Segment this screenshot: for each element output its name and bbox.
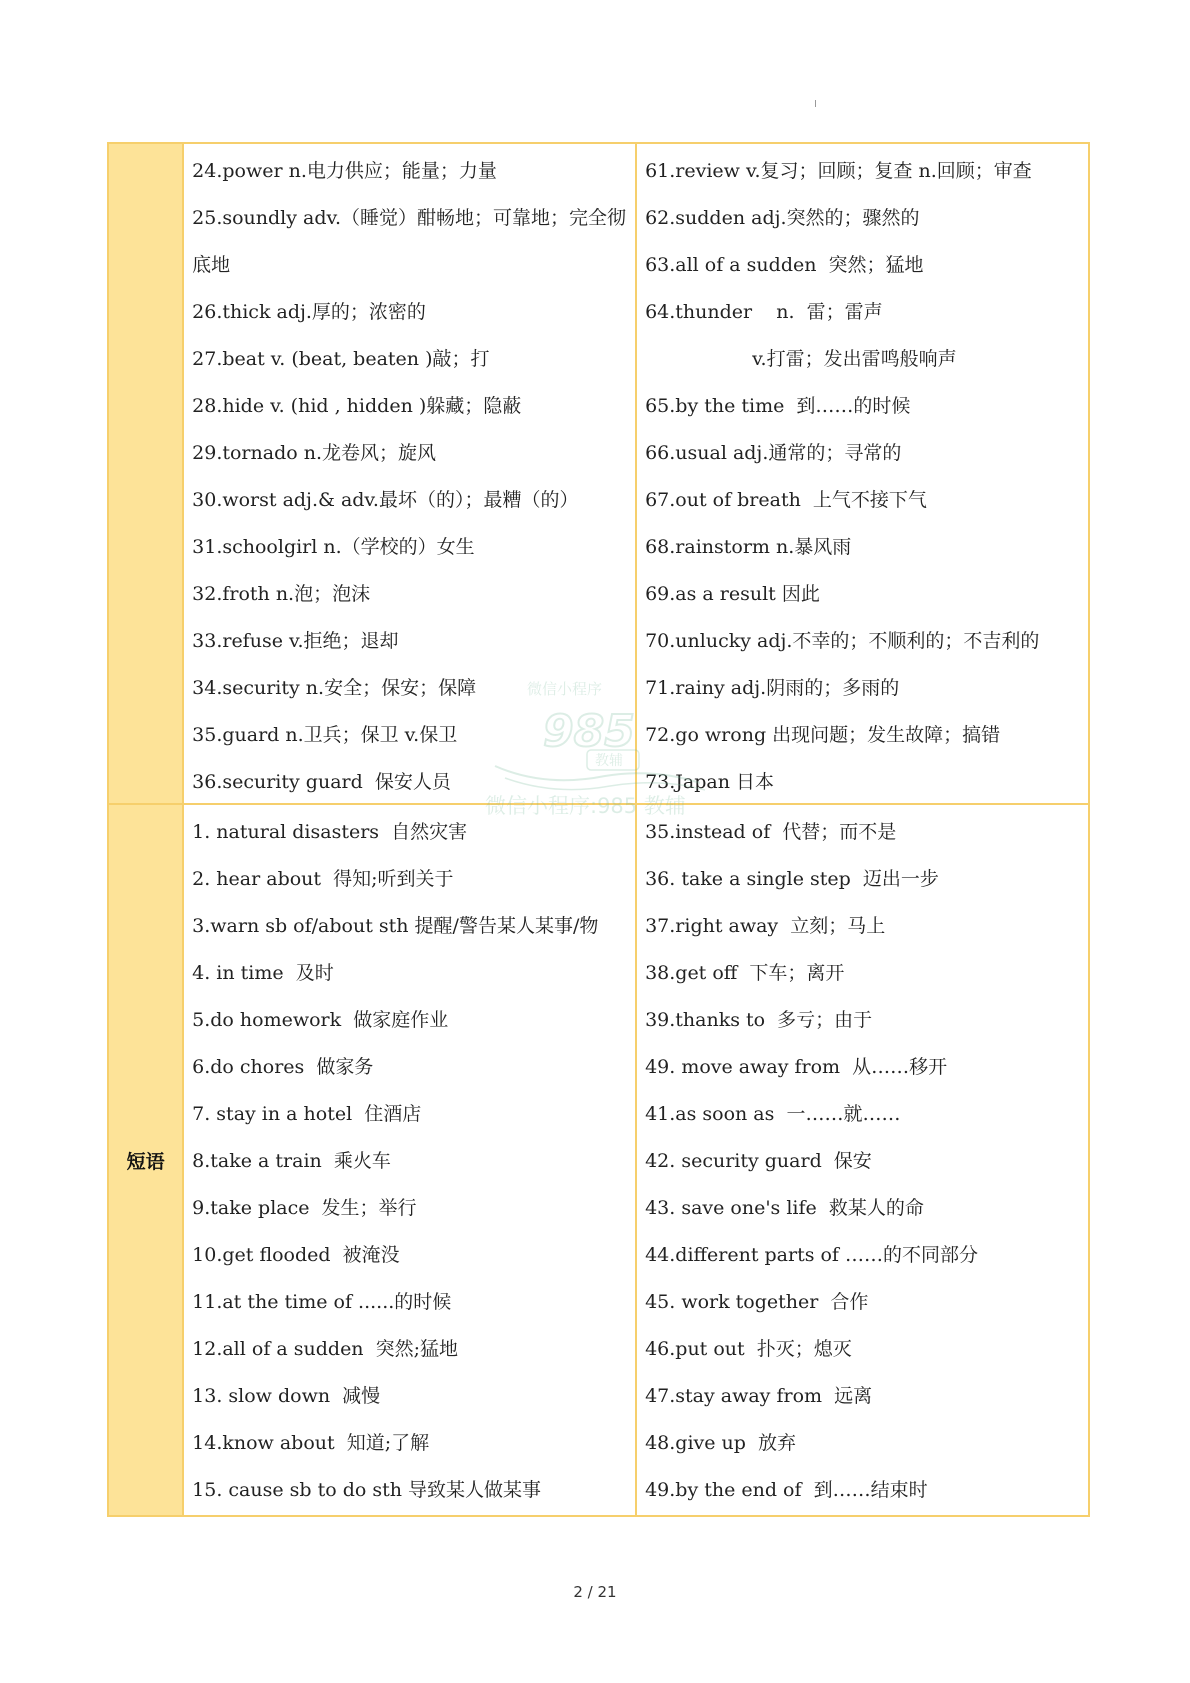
vocabulary-table	[107, 142, 1090, 1517]
phrase-entry: 3.warn sb of/about sth 提醒/警告某人某事/物	[192, 915, 599, 937]
vocab-entry: 72.go wrong 出现问题；发生故障；搞错	[645, 724, 1001, 746]
vocab-section-label	[108, 143, 183, 804]
vocab-entry: 71.rainy adj.阴雨的；多雨的	[645, 677, 900, 699]
phrases-right-column	[636, 804, 1089, 1516]
vocab-entry: 27.beat v. (beat, beaten )敲；打	[192, 348, 490, 370]
vocab-entry: 29.tornado n.龙卷风；旋风	[192, 442, 436, 464]
phrase-entry: 14.know about 知道;了解	[192, 1432, 430, 1454]
vocab-entry: 62.sudden adj.突然的；骤然的	[645, 207, 920, 229]
vocab-entry: 32.froth n.泡；泡沫	[192, 583, 371, 605]
phrase-entry: 4. in time 及时	[192, 962, 334, 984]
vocab-entry: 69.as a result 因此	[645, 583, 820, 605]
phrase-entry: 43. save one's life 救某人的命	[645, 1197, 924, 1219]
watermark-top-text: 微信小程序	[527, 680, 603, 698]
vocab-entry: 61.review v.复习；回顾；复查 n.回顾；审查	[645, 160, 1032, 182]
vocab-entry: 65.by the time 到……的时候	[645, 395, 911, 417]
phrase-entry: 7. stay in a hotel 住酒店	[192, 1103, 422, 1125]
phrase-entry: 35.instead of 代替；而不是	[645, 821, 897, 843]
watermark-bottom-text: 微信小程序:985 教辅	[485, 794, 686, 818]
phrase-entry: 47.stay away from 远离	[645, 1385, 873, 1407]
header-mark	[815, 100, 816, 107]
vocab-entry: 30.worst adj.& adv.最坏（的）；最糟（的）	[192, 489, 579, 511]
phrase-entry: 49. move away from 从……移开	[645, 1056, 948, 1078]
phrase-entry: 41.as soon as 一……就……	[645, 1103, 901, 1125]
vocab-entry: 68.rainstorm n.暴风雨	[645, 536, 852, 558]
vocab-entry: 25.soundly adv.（睡觉）酣畅地；可靠地；完全彻底地	[192, 207, 627, 276]
phrase-entry: 45. work together 合作	[645, 1291, 869, 1313]
phrase-entry: 38.get off 下车；离开	[645, 962, 845, 984]
phrase-entry: 8.take a train 乘火车	[192, 1150, 391, 1172]
vocab-entry: 28.hide v. (hid , hidden )躲藏；隐蔽	[192, 395, 522, 417]
phrases-left-column	[183, 804, 636, 1516]
phrase-entry: 39.thanks to 多亏；由于	[645, 1009, 873, 1031]
vocab-left-column	[183, 143, 636, 804]
vocab-entry: 63.all of a sudden 突然；猛地	[645, 254, 924, 276]
vocab-entry: 24.power n.电力供应；能量；力量	[192, 160, 497, 182]
phrase-entry: 1. natural disasters 自然灾害	[192, 821, 468, 843]
vocab-entry: 66.usual adj.通常的；寻常的	[645, 442, 902, 464]
phrases-section	[108, 804, 1089, 1516]
phrase-entry: 5.do homework 做家庭作业	[192, 1009, 449, 1031]
phrase-entry: 37.right away 立刻；马上	[645, 915, 886, 937]
watermark-logo-number: 985	[543, 706, 635, 757]
phrase-entry: 2. hear about 得知;听到关于	[192, 868, 454, 890]
vocab-entry: 64.thunder n. 雷；雷声	[645, 301, 883, 323]
watermark-badge: 教辅	[595, 753, 623, 769]
vocab-entry: 31.schoolgirl n.（学校的）女生	[192, 536, 475, 558]
phrase-entry: 6.do chores 做家务	[192, 1056, 374, 1078]
phrase-entry: 46.put out 扑灭；熄灭	[645, 1338, 852, 1360]
vocab-section	[108, 143, 1089, 804]
phrase-entry: 9.take place 发生；举行	[192, 1197, 417, 1219]
phrase-entry: 12.all of a sudden 突然;猛地	[192, 1338, 459, 1360]
phrase-entry: 10.get flooded 被淹没	[192, 1244, 400, 1266]
phrase-entry: 15. cause sb to do sth 导致某人做某事	[192, 1479, 542, 1501]
vocab-right-column	[636, 143, 1089, 804]
vocab-entry: v.打雷；发出雷鸣般响声	[752, 348, 957, 370]
phrase-entry: 48.give up 放弃	[645, 1432, 797, 1454]
phrase-entry: 49.by the end of 到……结束时	[645, 1479, 928, 1501]
vocab-entry: 26.thick adj.厚的；浓密的	[192, 301, 426, 323]
phrases-section-label: 短语	[108, 804, 183, 1516]
vocab-entry: 70.unlucky adj.不幸的；不顺利的；不吉利的	[645, 630, 1040, 652]
phrase-entry: 36. take a single step 迈出一步	[645, 868, 939, 890]
vocab-entry: 67.out of breath 上气不接下气	[645, 489, 927, 511]
vocab-entry: 33.refuse v.拒绝；退却	[192, 630, 399, 652]
page-number: 2 / 21	[573, 1583, 617, 1601]
phrase-entry: 11.at the time of ......的时候	[192, 1291, 452, 1313]
vocab-entry: 35.guard n.卫兵；保卫 v.保卫	[192, 724, 458, 746]
phrase-entry: 42. security guard 保安	[645, 1150, 872, 1172]
phrase-entry: 44.different parts of ……的不同部分	[645, 1244, 979, 1266]
vocab-entry: 34.security n.安全；保安；保障	[192, 677, 477, 699]
vocab-entry: 73.Japan 日本	[645, 771, 774, 793]
phrase-entry: 13. slow down 减慢	[192, 1385, 381, 1407]
vocab-entry: 36.security guard 保安人员	[192, 771, 451, 793]
